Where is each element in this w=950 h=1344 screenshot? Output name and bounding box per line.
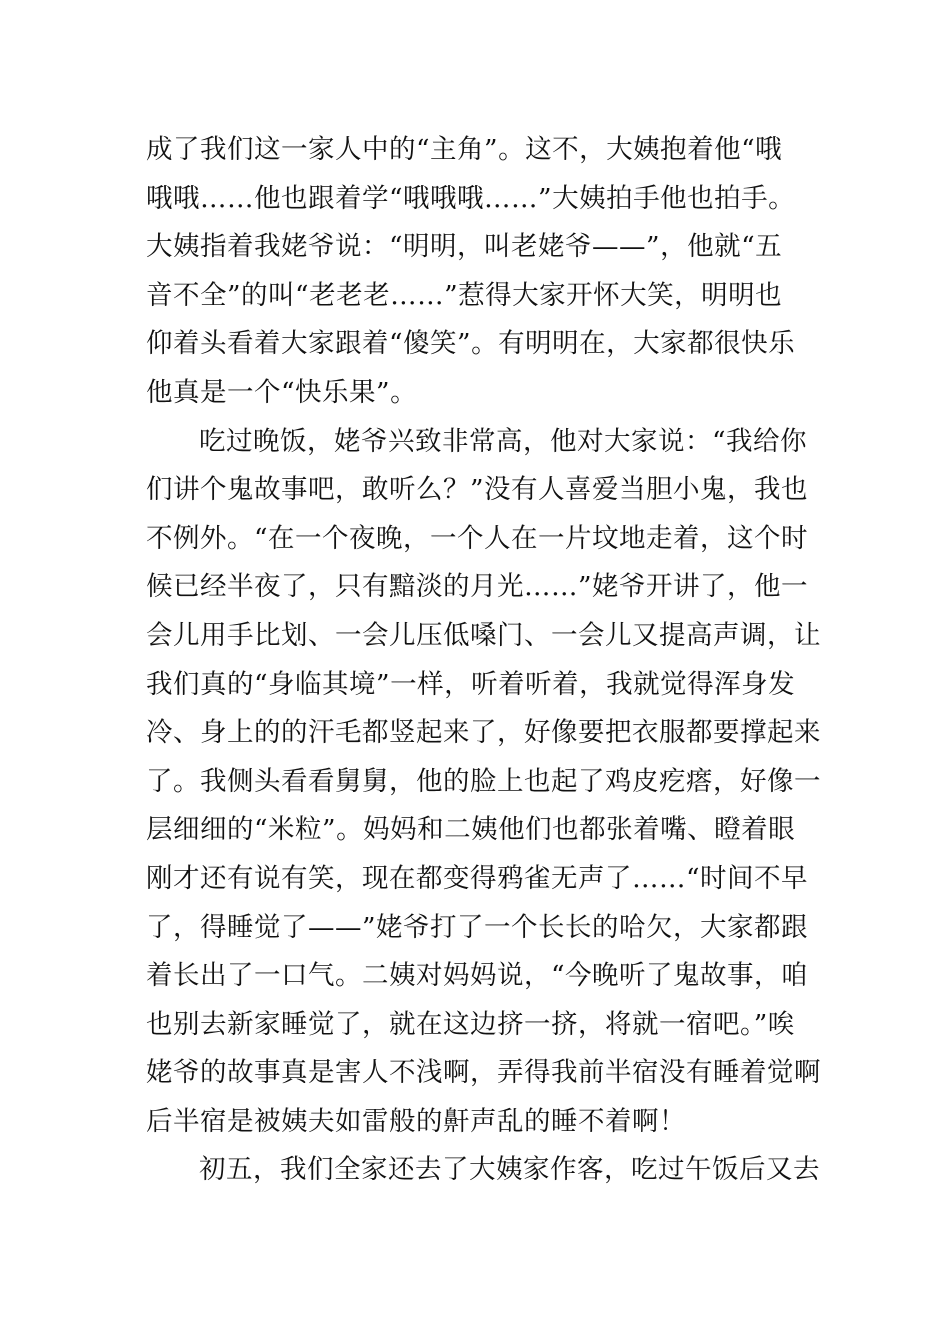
paragraph-start-line: 初五，我们全家还去了大姨家作客，吃过午饭后又去 (199, 1154, 820, 1186)
text-line: 了，得睡觉了——”姥爷打了一个长长的哈欠，大家都跟 (146, 911, 809, 943)
text-line: 音不全”的叫“老老老……”惹得大家开怀大笑，明明也 (146, 279, 783, 311)
text-line: 后半宿是被姨夫如雷般的鼾声乱的睡不着啊！ (146, 1105, 686, 1137)
text-line: 们讲个鬼故事吧，敢听么？”没有人喜爱当胆小鬼，我也 (146, 474, 809, 506)
text-line: 仰着头看着大家跟着“傻笑”。有明明在，大家都很快乐 (146, 328, 796, 360)
text-line: 他真是一个“快乐果”。 (146, 376, 418, 408)
text-line: 姥爷的故事真是害人不浅啊，弄得我前半宿没有睡着觉啊 (146, 1057, 821, 1089)
text-line: 哦哦……他也跟着学“哦哦哦……”大姨拍手他也拍手。 (146, 182, 796, 214)
text-line: 会儿用手比划、一会儿压低嗓门、一会儿又提高声调，让 (146, 619, 821, 651)
text-line: 也别去新家睡觉了，就在这边挤一挤，将就一宿吧。”唉 (146, 1008, 795, 1040)
text-line: 不例外。“在一个夜晚，一个人在一片坟地走着，这个时 (146, 522, 809, 554)
text-line: 大姨指着我姥爷说：“明明，叫老姥爷——”，他就“五 (146, 231, 783, 263)
body-text (146, 126, 821, 1195)
text-line: 了。我侧头看看舅舅，他的脸上也起了鸡皮疙瘩，好像一 (146, 765, 821, 797)
text-line: 着长出了一口气。二姨对妈妈说，“今晚听了鬼故事，咱 (146, 960, 809, 992)
text-line: 我们真的“身临其境”一样，听着听着，我就觉得浑身发 (146, 668, 796, 700)
text-line: 冷、身上的的汗毛都竖起来了，好像要把衣服都要撑起来 (146, 717, 821, 749)
text-line: 层细细的“米粒”。妈妈和二姨他们也都张着嘴、瞪着眼 (146, 814, 796, 846)
text-line: 成了我们这一家人中的“主角”。这不，大姨抱着他“哦 (146, 134, 783, 165)
text-line: 候已经半夜了，只有黯淡的月光……”姥爷开讲了，他一 (146, 571, 809, 603)
paragraph-start-line: 吃过晚饭，姥爷兴致非常高，他对大家说：“我给你 (199, 425, 808, 457)
text-line: 刚才还有说有笑，现在都变得鸦雀无声了……“时间不早 (146, 862, 809, 894)
